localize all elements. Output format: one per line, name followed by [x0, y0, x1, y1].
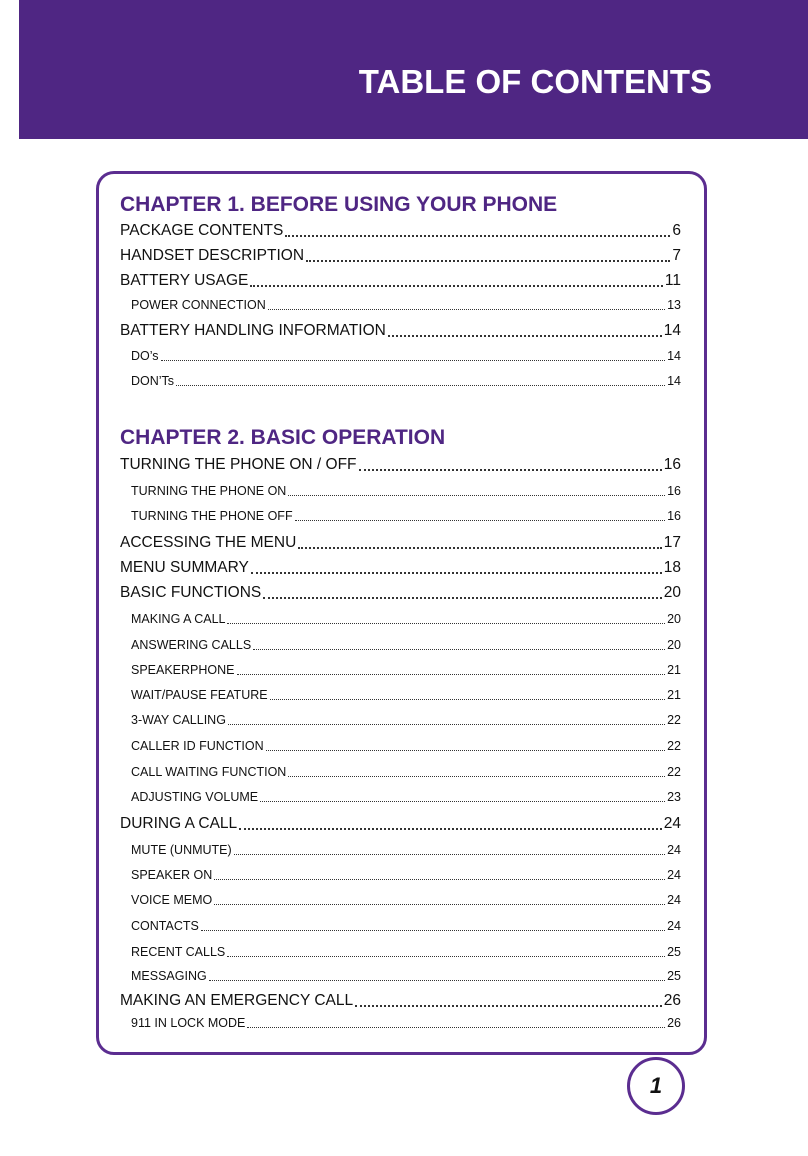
dot-leader [234, 854, 665, 855]
toc-entry-page: 20 [667, 612, 681, 626]
toc-entry-page: 14 [663, 322, 681, 339]
toc-entry [131, 661, 681, 679]
dot-leader [270, 699, 666, 700]
chapter-1-title: CHAPTER 1. BEFORE USING YOUR PHONE [120, 193, 558, 216]
toc-entry [131, 482, 681, 500]
toc-entry-label: BASIC FUNCTIONS [120, 584, 262, 601]
page-number: 1 [649, 1073, 663, 1098]
toc-entry-page: 16 [667, 509, 681, 523]
toc-entry-page: 7 [672, 247, 681, 264]
toc-entry-page: 24 [667, 919, 681, 933]
toc-entry-label: MAKING A CALL [131, 612, 226, 626]
toc-entry-label: MESSAGING [131, 969, 207, 983]
toc-entry-page: 14 [667, 349, 681, 363]
toc-entry [120, 990, 681, 1012]
toc-entry [120, 320, 681, 342]
dot-leader [298, 547, 661, 549]
page-title: TABLE OF CONTENTS [358, 63, 712, 100]
toc-entry [131, 891, 681, 909]
toc-entry [120, 454, 681, 476]
toc-entry [131, 610, 681, 628]
dot-leader [268, 309, 665, 310]
toc-entry-label: POWER CONNECTION [131, 298, 266, 312]
dot-leader [253, 649, 665, 650]
toc-entry-label: WAIT/PAUSE FEATURE [131, 688, 268, 702]
dot-leader [176, 385, 665, 386]
toc-entry [131, 967, 681, 985]
dot-leader [263, 597, 662, 599]
toc-entry-label: MAKING AN EMERGENCY CALL [120, 992, 354, 1009]
toc-entry [131, 737, 681, 755]
header-banner [19, 0, 808, 139]
toc-entry-label: HANDSET DESCRIPTION [120, 247, 305, 264]
toc-entry-page: 25 [667, 969, 681, 983]
dot-leader [227, 956, 665, 957]
dot-leader [306, 260, 670, 262]
dot-leader [214, 904, 665, 905]
dot-leader [266, 750, 665, 751]
toc-entry-page: 22 [667, 713, 681, 727]
toc-entry-page: 21 [667, 688, 681, 702]
toc-entry-page: 24 [667, 893, 681, 907]
toc-entry-page: 11 [664, 272, 681, 289]
toc-entry-page: 22 [667, 739, 681, 753]
toc-entry [120, 245, 681, 267]
toc-entry [131, 711, 681, 729]
toc-entry-label: PACKAGE CONTENTS [120, 222, 284, 239]
dot-leader [359, 469, 662, 471]
toc-entry-label: SPEAKERPHONE [131, 663, 235, 677]
dot-leader [201, 930, 665, 931]
toc-entry-label: MUTE (UNMUTE) [131, 843, 232, 857]
dot-leader [214, 879, 665, 880]
toc-entry-label: BATTERY HANDLING INFORMATION [120, 322, 386, 339]
toc-entry-page: 16 [667, 484, 681, 498]
dot-leader [260, 801, 665, 802]
toc-entry [120, 270, 681, 292]
toc-entry [120, 813, 681, 835]
toc-entry-label: CALLER ID FUNCTION [131, 739, 264, 753]
page-number-badge [627, 1057, 685, 1115]
toc-entry [131, 763, 681, 781]
toc-entry-label: CALL WAITING FUNCTION [131, 765, 287, 779]
toc-entry-page: 26 [667, 1016, 681, 1030]
dot-leader [285, 235, 670, 237]
toc-entry-label: TURNING THE PHONE OFF [131, 509, 293, 523]
toc-entry-page: 24 [663, 815, 681, 832]
toc-entry [131, 296, 681, 314]
toc-entry-page: 18 [663, 559, 681, 576]
toc-entry-label: DURING A CALL [120, 815, 238, 832]
toc-entry-page: 16 [663, 456, 681, 473]
toc-entry-page: 22 [667, 765, 681, 779]
toc-entry-page: 23 [667, 790, 681, 804]
toc-entry [131, 788, 681, 806]
toc-entry-label: BATTERY USAGE [120, 272, 249, 289]
dot-leader [227, 623, 665, 624]
toc-entry-label: MENU SUMMARY [120, 559, 249, 576]
dot-leader [237, 674, 666, 675]
toc-entry-label: ACCESSING THE MENU [120, 534, 297, 551]
toc-entry-label: SPEAKER ON [131, 868, 213, 882]
toc-entry [131, 372, 681, 390]
toc-entry [131, 943, 681, 961]
toc-entry [120, 557, 681, 579]
chapter-2-title: CHAPTER 2. BASIC OPERATION [120, 426, 446, 449]
toc-entry-page: 13 [667, 298, 681, 312]
toc-entry [120, 582, 681, 604]
toc-entry-label: RECENT CALLS [131, 945, 226, 959]
toc-entry-page: 17 [663, 534, 681, 551]
toc-entry-label: DON’Ts [131, 374, 175, 388]
toc-entry [131, 347, 681, 365]
toc-entry [131, 841, 681, 859]
dot-leader [247, 1027, 665, 1028]
toc-entry-label: VOICE MEMO [131, 893, 213, 907]
toc-entry-label: DO’s [131, 349, 159, 363]
toc-entry-label: CONTACTS [131, 919, 199, 933]
toc-entry-label: TURNING THE PHONE ON [131, 484, 287, 498]
toc-entry-label: TURNING THE PHONE ON / OFF [120, 456, 357, 473]
toc-entry-page: 14 [667, 374, 681, 388]
toc-entry-page: 6 [672, 222, 681, 239]
toc-entry-page: 21 [667, 663, 681, 677]
toc-entry [131, 636, 681, 654]
dot-leader [209, 980, 665, 981]
toc-entry-page: 20 [663, 584, 681, 601]
toc-entry [120, 532, 681, 554]
dot-leader [251, 572, 662, 574]
toc-entry [120, 220, 681, 242]
toc-entry-label: ADJUSTING VOLUME [131, 790, 259, 804]
dot-leader [239, 828, 662, 830]
dot-leader [288, 776, 665, 777]
dot-leader [288, 495, 665, 496]
dot-leader [161, 360, 666, 361]
dot-leader [388, 335, 662, 337]
toc-entry-page: 26 [663, 992, 681, 1009]
toc-entry [131, 686, 681, 704]
toc-entry [131, 1014, 681, 1032]
toc-entry-page: 20 [667, 638, 681, 652]
dot-leader [228, 724, 665, 725]
toc-entry [131, 507, 681, 525]
toc-entry-page: 24 [667, 843, 681, 857]
toc-entry [131, 866, 681, 884]
toc-entry-page: 25 [667, 945, 681, 959]
toc-entry-page: 24 [667, 868, 681, 882]
toc-entry-label: 911 IN LOCK MODE [131, 1016, 246, 1030]
toc-entry-label: ANSWERING CALLS [131, 638, 252, 652]
dot-leader [355, 1005, 662, 1007]
toc-entry-label: 3-WAY CALLING [131, 713, 226, 727]
toc-entry [131, 917, 681, 935]
dot-leader [295, 520, 666, 521]
dot-leader [250, 285, 663, 287]
